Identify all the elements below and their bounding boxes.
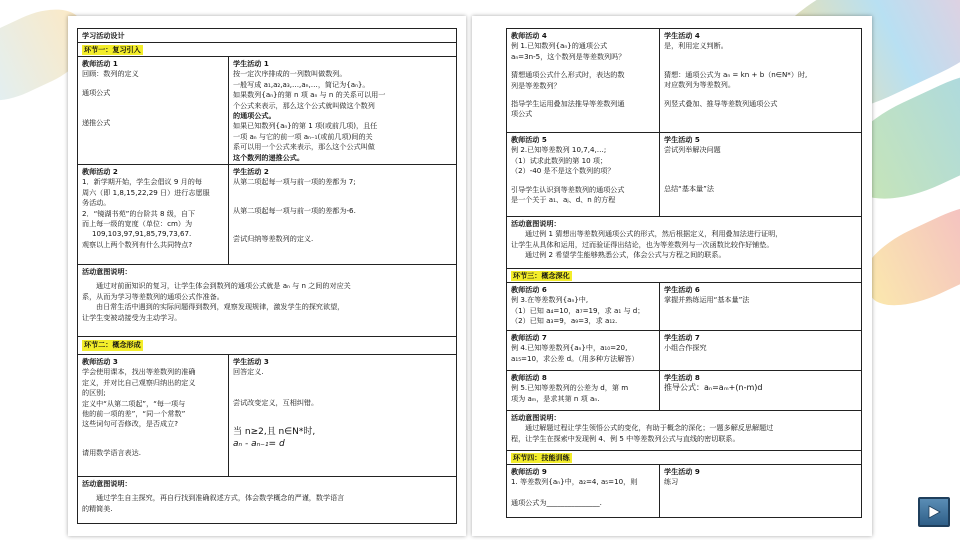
activity-title: 学生活动 1 [233,59,269,68]
teacher-activity-6 [507,283,659,330]
activity-text: 项为 aₘ，是求其第 n 项 aₙ. [511,393,600,403]
teacher-activity-7 [507,331,659,370]
intent-title: 活动意图说明： [511,413,561,422]
activity-text: 定义，并对比自己观察归纳出的定义 [82,377,196,387]
intent-text: 让学生变被动接受为主动学习。 [82,312,182,322]
activity-title: 学生活动 9 [664,467,700,476]
activity-text: 例 5.已知等差数列的公差为 d，第 m [511,383,629,393]
activity-text: 2．“镜湖书苑”的台阶共 8 级，自下 [82,208,196,218]
document-page-right [472,16,872,536]
lesson-table-left [77,28,457,524]
teacher-activity-3 [78,355,228,476]
math-formula: 推导公式：aₙ=aₘ+(n-m)d [664,383,763,393]
activity-title: 学生活动 7 [664,333,700,342]
lesson-table-right [506,28,862,518]
activity-text: 总结“基本量”法 [664,183,714,193]
activity-text: 他的前一项的差”，“同一个常数” [82,409,186,419]
play-next-icon [926,504,942,520]
activity-row [507,465,861,517]
student-activity-1 [228,57,456,164]
document-page-left [68,16,466,536]
activity-text: 引导学生认识到等差数列的通项公式 [511,184,625,194]
activity-text: 例 2.已知等差数列 10,7,4,…; [511,145,607,155]
teacher-activity-1 [78,57,228,164]
activity-text: aₙ=3n-5，这个数列是等差数列吗？ [511,51,626,61]
activity-text: 回答定义. [233,367,264,377]
activity-text: 例 4.已知等差数列{aₙ}中，a₁₀=20, [511,343,628,353]
student-activity-8 [659,371,861,410]
activity-title: 教师活动 6 [511,285,547,294]
activity-title: 学生活动 8 [664,373,700,382]
intent-title: 活动意图说明： [511,219,561,228]
intent-text: 通过例 1 猜想出等差数列通项公式的形式，然后根据定义，利用叠加法进行证明， [525,229,783,239]
intent-row [507,411,861,451]
activity-title: 学生活动 2 [233,167,269,176]
intent-text: 让学生从具体和运用，过而验证得出结论，也为等差数列与一次函数比较作好铺垫。 [511,239,774,249]
student-activity-4 [659,29,861,132]
activity-text: 如果数列{aₙ}的第 n 项 aₙ 与 n 的关系可以用一 [233,90,386,100]
activity-text: 尝试归纳等差数列的定义. [233,234,314,244]
intent-4 [507,411,861,450]
activity-text: 如果已知数列{aₙ}的第 1 项(或前几项)，且任 [233,121,378,131]
intent-text: 通过例 2 希望学生能够熟悉公式，体会公式与方程之间的联系。 [525,250,726,260]
activity-text: 的区别; [82,388,106,398]
teacher-activity-8 [507,371,659,410]
activity-text: 指导学生运用叠加法推导等差数列通 [511,99,625,109]
activity-text: 对应数列为等差数列。 [664,80,735,90]
activity-text: 务活动。 [82,198,111,208]
activity-text: 定义中“从第二项起”，“每一项与 [82,398,186,408]
activity-text: 小组合作探究 [664,343,707,353]
activity-text: 这个数列的递推公式。 [233,152,304,162]
activity-row [78,165,456,265]
activity-text: 学会使用课本，找出等差数列的准确 [82,367,196,377]
activity-text: 列竖式叠加、推导等差数列通项公式 [664,98,778,108]
activity-text: 是一个关于 a₁、aⱼ、d、n 的方程 [511,195,616,205]
activity-title: 学生活动 4 [664,31,700,40]
activity-text: （2）已知 a₃=9，a₉=3，求 a₁₂. [511,316,618,326]
intent-row [78,265,456,337]
intent-text: 由日常生活中遇到的实际问题得到数列，观察发现规律，激发学生的探究欲望， [96,302,345,312]
activity-text: 从第二项起每一项与前一项的差都为 7; [233,177,356,187]
activity-text: 是，利用定义判断。 [664,41,728,51]
activity-text: 个公式来表示，那么这个公式就叫做这个数列 [233,100,375,110]
intent-3 [507,217,861,268]
intent-text: 通过解题过程让学生领悟公式的变化，有助于概念的深化；一题多解反思解题过 [525,423,774,433]
activity-title: 教师活动 9 [511,467,547,476]
section-heading: 环节一：复习引入 [84,45,141,54]
activity-row [78,57,456,165]
activity-text: 通项公式 [82,87,111,97]
activity-title: 教师活动 2 [82,167,118,176]
section-heading: 环节四：技能训练 [513,453,570,462]
activity-title: 学生活动 5 [664,135,700,144]
intent-1 [78,265,456,336]
activity-text: （2）-40 是不是这个数列的项？ [511,166,615,176]
activity-text: 通项公式为_______________. [511,497,602,507]
intent-text: 通过学生自主探究，再自行找到准确叙述方式，体会数学概念的严谨，数学语言 [96,493,345,503]
activity-text: 例 3.在等差数列{aₙ}中, [511,295,589,305]
activity-text: 项公式 [511,109,533,119]
activity-text: 请用数学语言表达. [82,447,142,457]
activity-title: 学生活动 6 [664,285,700,294]
student-activity-9 [659,465,861,517]
table-header: 学习活动设计 [82,31,125,40]
activity-text: （1）已知 a₄=10，a₇=19，求 a₁ 与 d； [511,305,645,315]
activity-text: 观察以上两个数列有什么共同特点? [82,239,193,249]
activity-row [78,355,456,477]
activity-row [507,133,861,217]
intent-2 [78,477,456,523]
activity-row [507,371,861,411]
activity-text: 尝试改变定义，互相纠错。 [233,397,319,407]
activity-text: 掌握并熟练运用“基本量”法 [664,295,750,305]
intent-row [78,477,456,523]
activity-title: 教师活动 5 [511,135,547,144]
section-heading: 环节二：概念形成 [84,340,141,350]
activity-row [507,29,861,133]
student-activity-6 [659,283,861,330]
activity-text: 回顾：数列的定义 [82,69,139,79]
student-activity-5 [659,133,861,216]
intent-row [507,217,861,269]
activity-title: 教师活动 4 [511,31,547,40]
activity-title: 教师活动 7 [511,333,547,342]
activity-text: 1．新学期开始，学生会倡议 9 月的每 [82,177,202,187]
activity-text: 列是等差数列？ [511,80,561,90]
activity-text: 109,103,97,91,85,79,73,67. [92,229,192,239]
activity-row [507,331,861,371]
teacher-activity-4 [507,29,659,132]
activity-text: a₁₅=10，求公差 d。（用多种方法解答） [511,353,639,363]
math-formula: aₙ - aₙ₋₁= d [233,439,285,450]
activity-title: 教师活动 3 [82,357,118,366]
student-activity-3 [228,355,456,476]
activity-row [507,283,861,331]
activity-text: 系可以用一个公式来表示，那么这个公式叫做 [233,142,375,152]
intent-title: 活动意图说明： [82,479,132,488]
intent-text: 的精简美. [82,503,113,513]
activity-text: 例 1.已知数列{aₙ}的通项公式 [511,41,608,51]
intent-text: 程，让学生在探索中发现例 4、例 5 中等差数列公式与直线的密切联系。 [511,433,740,443]
activity-text: 一般写成 a₁,a₂,a₃,…,aₙ,…，简记为{aₙ}。 [233,79,370,89]
teacher-activity-2 [78,165,228,264]
activity-text: 这些词句可否修改，是否成立? [82,419,178,429]
teacher-activity-5 [507,133,659,216]
activity-text: 按一定次序排成的一列数叫做数列。 [233,69,347,79]
intent-text: 系，从而为学习等差数列的通项公式作准备。 [82,291,224,301]
activity-text: 的通项公式。 [233,111,276,121]
activity-title: 教师活动 8 [511,373,547,382]
student-activity-2 [228,165,456,264]
activity-text: 尝试列举解决问题 [664,145,721,155]
intent-text: 通过对前面知识的复习，让学生体会到数列的通项公式就是 aₙ 与 n 之间的对应关 [96,281,351,291]
activity-text: 练习 [664,477,679,487]
activity-text: 从第二项起每一项与前一项的差都为-6. [233,205,356,215]
activity-text: 1. 等差数列{aₙ}中，a₂=4, a₅=10，则 [511,477,638,487]
section-heading: 环节三：概念深化 [513,271,570,280]
activity-text: 一项 aₙ 与它的前一项 aₙ₋₁(或前几项)间的关 [233,131,373,141]
student-activity-7 [659,331,861,370]
activity-title: 学生活动 3 [233,357,269,366]
intent-title: 活动意图说明： [82,267,132,276]
activity-text: 猜想：通项公式为 aₙ = kn + b（n∈N*）时, [664,69,808,79]
activity-title: 教师活动 1 [82,59,118,68]
activity-text: 递推公式 [82,118,111,128]
activity-text: 周六（即 1,8,15,22,29 日）进行志愿服 [82,187,210,197]
teacher-activity-9 [507,465,659,517]
math-formula: 当 n≥2,且 n∈N*时, [233,427,316,438]
activity-text: 而上每一级的宽度（单位：cm）为 [82,219,193,229]
activity-text: 猜想通项公式什么形式时，表达的数 [511,70,625,80]
activity-text: （1）试求此数列的第 10 项； [511,155,608,165]
next-slide-button[interactable] [918,497,950,527]
